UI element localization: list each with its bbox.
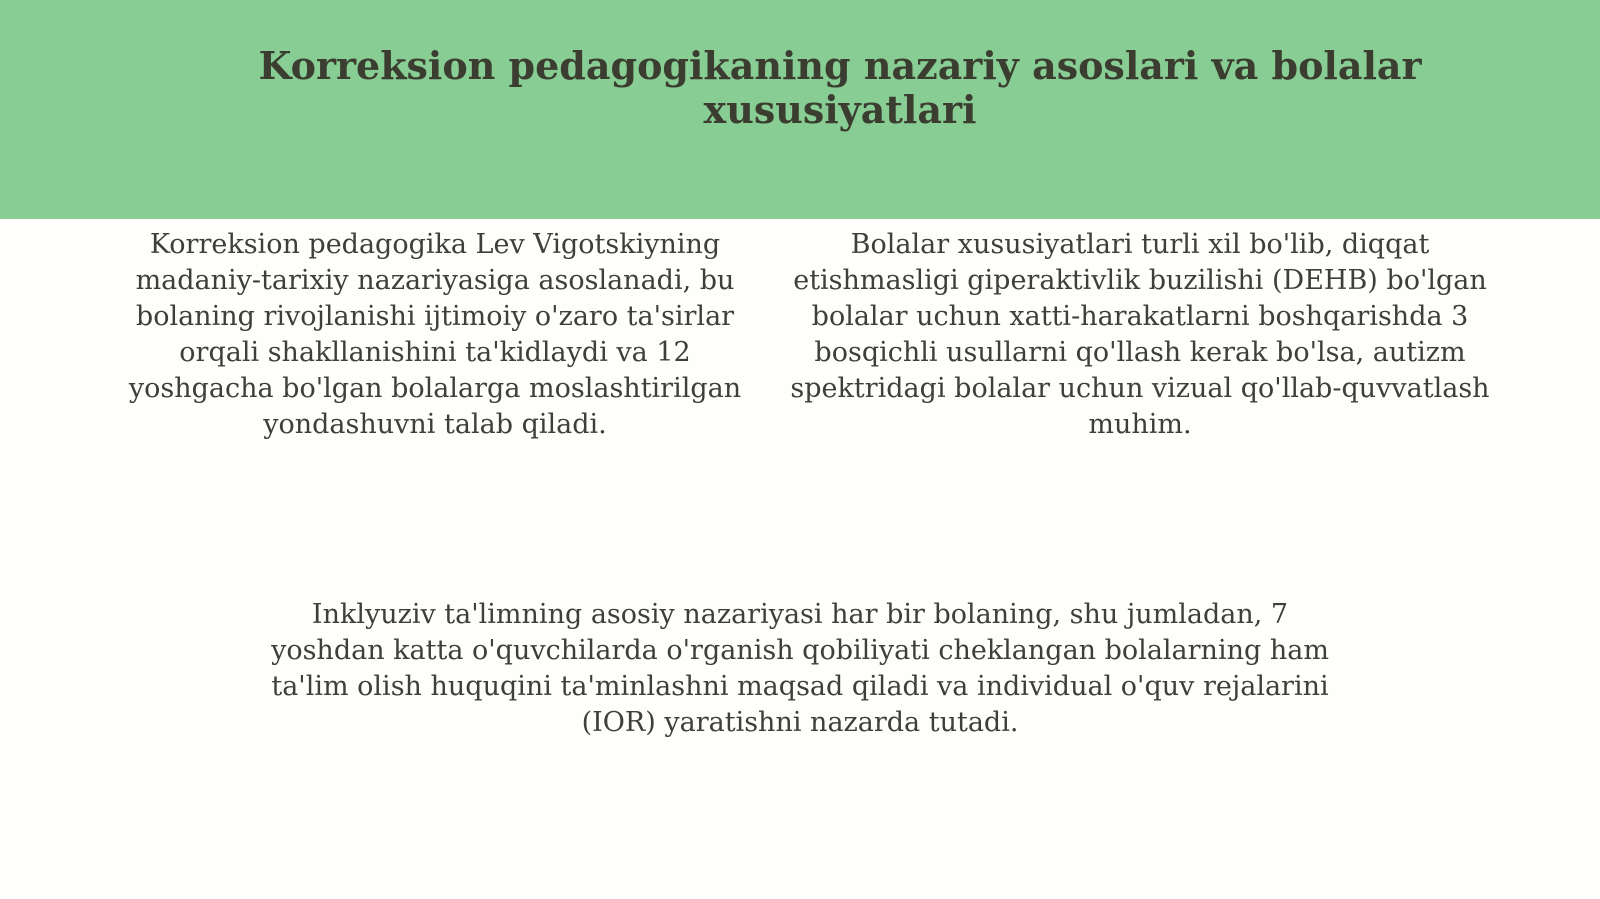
paragraph-right: Bolalar xususiyatlari turli xil bo'lib, diqqat etishmasligi giperaktivlik buzilishi (DEHB) bo'lgan bolalar uchun xatti-harakatlarni boshqarishda 3 bosqichli usullarni qo'llash kerak bo'lsa, autizm spektridagi bolalar uchun vizual qo'llab-quvvatlash muhim. <box>790 229 1490 440</box>
paragraph-left: Korreksion pedagogika Lev Vigotskiyning madaniy-tarixiy nazariyasiga asoslanadi, bu bolaning rivojlanishi ijtimoiy o'zaro ta'sirlar orqali shakllanishini ta'kidlaydi va 12 yoshgacha bo'lgan bolalarga moslashtirilgan yondashuvni talab qiladi. <box>128 229 742 440</box>
slide-title: Korreksion pedagogikaning nazariy asoslari va bolalar xususiyatlari <box>258 43 1422 132</box>
paragraph-bottom: Inklyuziv ta'limning asosiy nazariyasi har bir bolaning, shu jumladan, 7 yoshdan katta o'quvchilarda o'rganish qobiliyati cheklangan bolalarning ham ta'lim olish huquqini ta'minlashni maqsad qiladi va individual o'quv rejalarini (IOR) yaratishni nazarda tutadi. <box>271 599 1329 738</box>
